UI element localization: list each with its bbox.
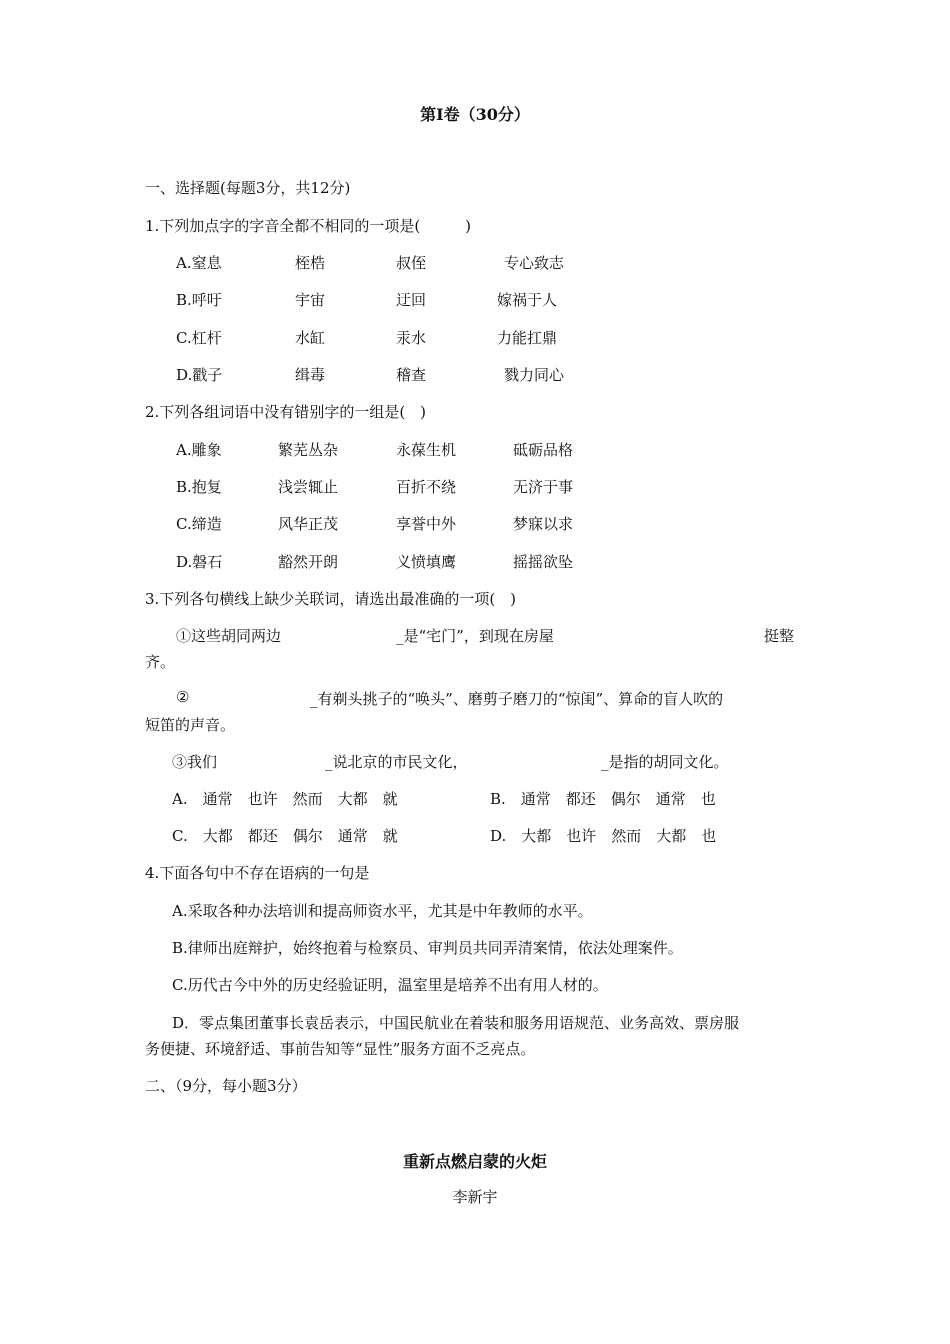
q3-option-a: A. 通常 也许 然而 大都 就 (172, 790, 398, 808)
q1-option-c-c2: 水缸 (295, 329, 326, 347)
section-2-heading: 二、（9分，每小题3分） (145, 1077, 307, 1095)
q1-option-a-c1: A.窒息 (176, 254, 222, 272)
q1-option-c-c4: 力能扛鼎 (497, 329, 558, 347)
q3-sentence-1-part-a: ①这些胡同两边 (176, 627, 282, 645)
q2-option-d-c3: 义愤填鹰 (396, 553, 457, 571)
q1-option-b-c2: 宇宙 (295, 291, 326, 309)
q3-option-d: D. 大都 也许 然而 大都 也 (490, 827, 717, 845)
section-1-heading: 一、选择题(每题3分，共12分) (145, 179, 351, 197)
q3-sentence-3-part-b: _说北京的市民文化， (325, 753, 468, 771)
q3-sentence-2-part-b: _有剃头挑子的“唤头”、磨剪子磨刀的“惊闺”、算命的盲人吹的 (310, 690, 724, 708)
q1-option-a-c2: 桎梏 (295, 254, 326, 272)
q2-option-b-c1: B.抱复 (176, 478, 222, 496)
q1-option-c-c3: 汞水 (396, 329, 427, 347)
q3-sentence-3-part-c: _是指的胡同文化。 (601, 753, 729, 771)
q2-option-c-c2: 风华正茂 (278, 515, 339, 533)
question-1-stem: 1.下列加点字的字音全都不相同的一项是( ) (145, 217, 472, 235)
q1-option-b-c1: B.呼吁 (176, 291, 222, 309)
q3-sentence-1-part-d: 齐。 (145, 653, 176, 671)
question-3-stem: 3.下列各句横线上缺少关联词，请选出最准确的一项( ) (145, 590, 517, 608)
q4-option-d-line-1: D．零点集团董事长袁岳表示，中国民航业在着装和服务用语规范、业务高效、票房服 (172, 1014, 740, 1032)
q1-option-c-c1: C.杠杆 (176, 329, 222, 347)
question-4-stem: 4.下面各句中不存在语病的一句是 (145, 864, 370, 882)
q3-sentence-2-part-c: 短笛的声音。 (145, 716, 236, 734)
q3-sentence-3-part-a: ③我们 (172, 753, 218, 771)
q2-option-d-c2: 豁然开朗 (278, 553, 339, 571)
q1-option-d-c2: 缉毒 (295, 366, 326, 384)
q2-option-d-c1: D.磐石 (176, 553, 223, 571)
q2-option-b-c2: 浅尝辄止 (278, 478, 339, 496)
q1-option-a-c3: 叔侄 (396, 254, 427, 272)
q4-option-b: B.律师出庭辩护，始终抱着与检察员、审判员共同弄清案情，依法处理案件。 (172, 939, 683, 957)
q1-option-d-c3: 稽查 (396, 366, 427, 384)
q1-option-b-c3: 迂回 (396, 291, 427, 309)
q3-sentence-2-part-a: ② (176, 688, 190, 706)
q1-option-d-c1: D.戳子 (176, 366, 223, 384)
q3-option-c: C. 大都 都还 偶尔 通常 就 (172, 827, 398, 845)
q2-option-c-c3: 享誉中外 (396, 515, 457, 533)
q2-option-a-c3: 永葆生机 (396, 441, 457, 459)
q3-option-b: B. 通常 都还 偶尔 通常 也 (490, 790, 716, 808)
q4-option-a: A.采取各种办法培训和提高师资水平，尤其是中年教师的水平。 (172, 902, 593, 920)
q4-option-d-line-2: 务便捷、环境舒适、事前告知等“显性”服务方面不乏亮点。 (145, 1040, 536, 1058)
q2-option-d-c4: 摇摇欲坠 (513, 553, 574, 571)
q3-sentence-1-part-c: 挺整 (764, 627, 795, 645)
q2-option-b-c4: 无济于事 (513, 478, 574, 496)
q2-option-a-c4: 砥砺品格 (513, 441, 574, 459)
volume-title: 第Ⅰ卷（30分） (420, 105, 530, 124)
q2-option-a-c2: 繁芜丛杂 (278, 441, 339, 459)
q2-option-b-c3: 百折不绕 (396, 478, 457, 496)
q4-option-c: C.历代古今中外的历史经验证明，温室里是培养不出有用人材的。 (172, 976, 608, 994)
q3-sentence-1-part-b: _是“宅门”，到现在房屋 (396, 627, 554, 645)
q2-option-a-c1: A.雕象 (176, 441, 222, 459)
article-author: 李新宇 (452, 1188, 498, 1206)
q2-option-c-c1: C.缔造 (176, 515, 222, 533)
question-2-stem: 2.下列各组词语中没有错别字的一组是( ) (145, 403, 427, 421)
article-title: 重新点燃启蒙的火炬 (402, 1152, 547, 1171)
q1-option-a-c4: 专心致志 (504, 254, 565, 272)
q1-option-b-c4: 嫁祸于人 (497, 291, 558, 309)
q2-option-c-c4: 梦寐以求 (513, 515, 574, 533)
q1-option-d-c4: 戮力同心 (504, 366, 565, 384)
